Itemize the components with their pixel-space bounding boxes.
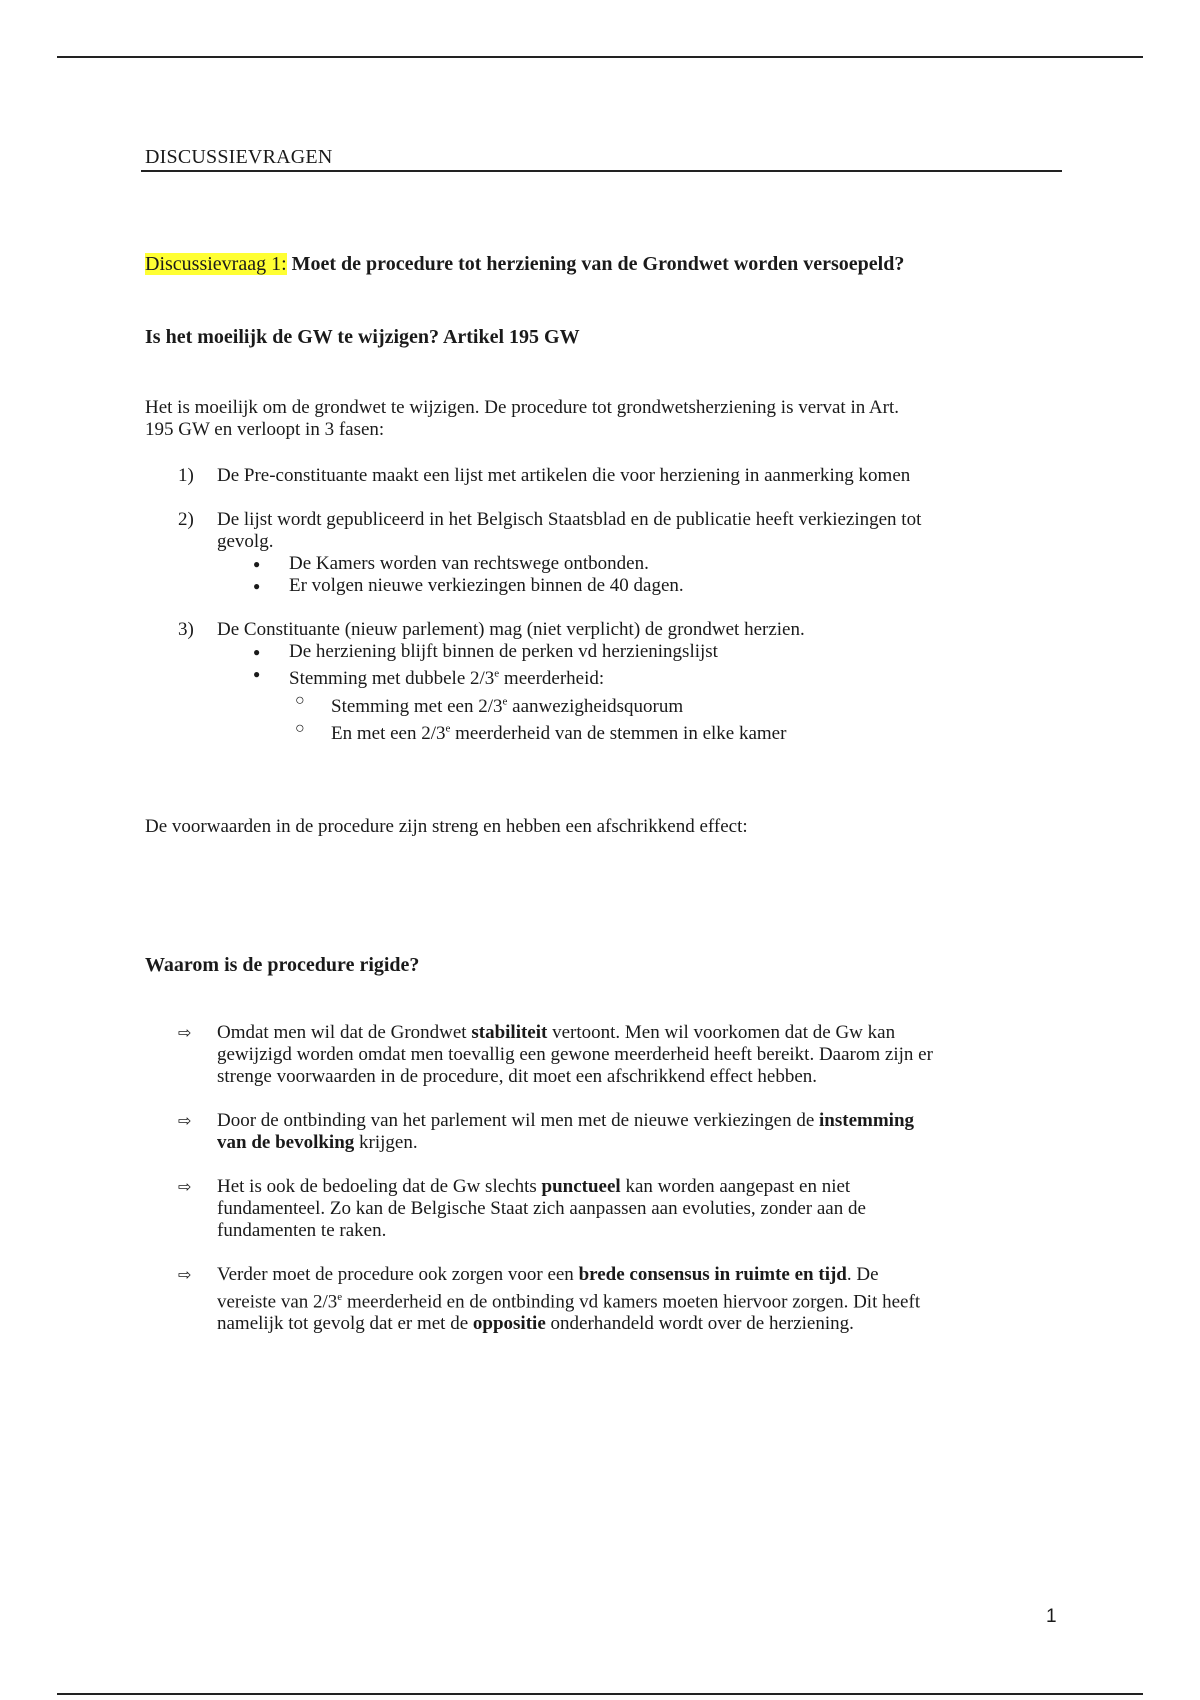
section1-intro	[145, 397, 1045, 441]
step-number: 1)	[178, 465, 194, 486]
arrow-right-icon: ⇨	[178, 1023, 192, 1042]
bullet-dot-icon: ●	[253, 579, 261, 593]
question-text: Moet de procedure tot herziening van de Grondwet worden versoepeld?	[291, 253, 905, 275]
header-underline	[141, 170, 1062, 172]
step-item	[145, 619, 1065, 641]
step-item	[145, 465, 1065, 487]
step-item	[145, 509, 1065, 553]
section1-conclusion: De voorwaarden in de procedure zijn streng en hebben een afschrikkend effect:	[145, 816, 748, 837]
arrow-right-icon: ⇨	[178, 1177, 192, 1196]
intro-line-1: Het is moeilijk om de grondwet te wijzigen. De procedure tot grondwetsherziening is vervat in Art.	[145, 397, 899, 418]
circle-bullet-icon: ○	[295, 719, 305, 737]
reason-item: ⇨ Verder moet de procedure ook zorgen voor een brede consensus in ruimte en tijd. De vereiste van 2/3e meerderheid en de ontbinding vd kamers moeten hiervoor zorgen. Dit heeft namelijk tot gevolg dat er met de oppositie onderhandeld wordt over de herziening.	[178, 1264, 921, 1335]
step-number: 2)	[178, 509, 194, 530]
step-text-line-1: De lijst wordt gepubliceerd in het Belgisch Staatsblad en de publicatie heeft verkiezingen tot	[217, 509, 922, 530]
intro-line-2: 195 GW en verloopt in 3 fasen:	[145, 419, 385, 440]
bullet-dot-icon: ●	[253, 645, 261, 659]
bullet-item	[145, 553, 1065, 575]
bullet-text: De herziening blijft binnen de perken vd herzieningslijst	[289, 641, 718, 662]
reason-item: ⇨ Door de ontbinding van het parlement wil men met de nieuwe verkiezingen de instemming van de bevolking krijgen.	[178, 1110, 915, 1153]
procedure-steps-list	[145, 465, 1065, 745]
bullet-dot-icon: ●	[253, 557, 261, 571]
arrow-right-icon: ⇨	[178, 1111, 192, 1130]
bullet-item	[145, 663, 1065, 690]
bullet-item	[145, 641, 1065, 663]
page-header-title: DISCUSSIEVRAGEN	[145, 146, 333, 168]
sub-bullet-text: Stemming met een 2/3e aanwezigheidsquorum	[331, 695, 684, 717]
reason-item: ⇨ Het is ook de bedoeling dat de Gw slechts punctueel kan worden aangepast en niet fundamenteel. Zo kan de Belgische Staat zich aanpassen aan evoluties, zonder aan de fundamenten te raken.	[178, 1176, 866, 1241]
arrow-right-icon: ⇨	[178, 1265, 192, 1284]
bullet-text: De Kamers worden van rechtswege ontbonden.	[289, 553, 649, 574]
page-top-rule	[57, 56, 1143, 58]
bullet-text: Stemming met dubbele 2/3e meerderheid:	[289, 668, 605, 690]
sub-bullet-text: En met een 2/3e meerderheid van de stemmen in elke kamer	[331, 722, 787, 744]
section1-heading: Is het moeilijk de GW te wijzigen? Artikel 195 GW	[145, 326, 580, 348]
step-text-line-2: gevolg.	[217, 531, 274, 552]
sub-bullet-item	[145, 718, 1065, 745]
reason-item: ⇨ Omdat men wil dat de Grondwet stabiliteit vertoont. Men wil voorkomen dat de Gw kan gewijzigd worden omdat men toevallig een gewone meerderheid heeft bereikt. Daarom zijn er strenge voorwaarden in de procedure, dit moet een afschrikkend effect hebben.	[178, 1022, 933, 1087]
step-number: 3)	[178, 619, 194, 640]
discussion-question	[145, 253, 904, 275]
circle-bullet-icon: ○	[295, 692, 305, 710]
sub-bullet-item	[145, 690, 1065, 717]
page-number: 1	[1046, 1606, 1057, 1627]
step-text: De Pre-constituante maakt een lijst met artikelen die voor herziening in aanmerking komen	[217, 465, 911, 486]
step-text: De Constituante (nieuw parlement) mag (niet verplicht) de grondwet herzien.	[217, 619, 805, 640]
bullet-dot-icon: ●	[253, 667, 261, 681]
bullet-item	[145, 575, 1065, 597]
question-label-highlight: Discussievraag 1:	[145, 253, 287, 275]
reasons-list	[145, 1022, 1065, 1335]
page-bottom-rule	[57, 1693, 1143, 1695]
section2-heading: Waarom is de procedure rigide?	[145, 954, 420, 976]
bullet-text: Er volgen nieuwe verkiezingen binnen de 40 dagen.	[289, 575, 684, 596]
